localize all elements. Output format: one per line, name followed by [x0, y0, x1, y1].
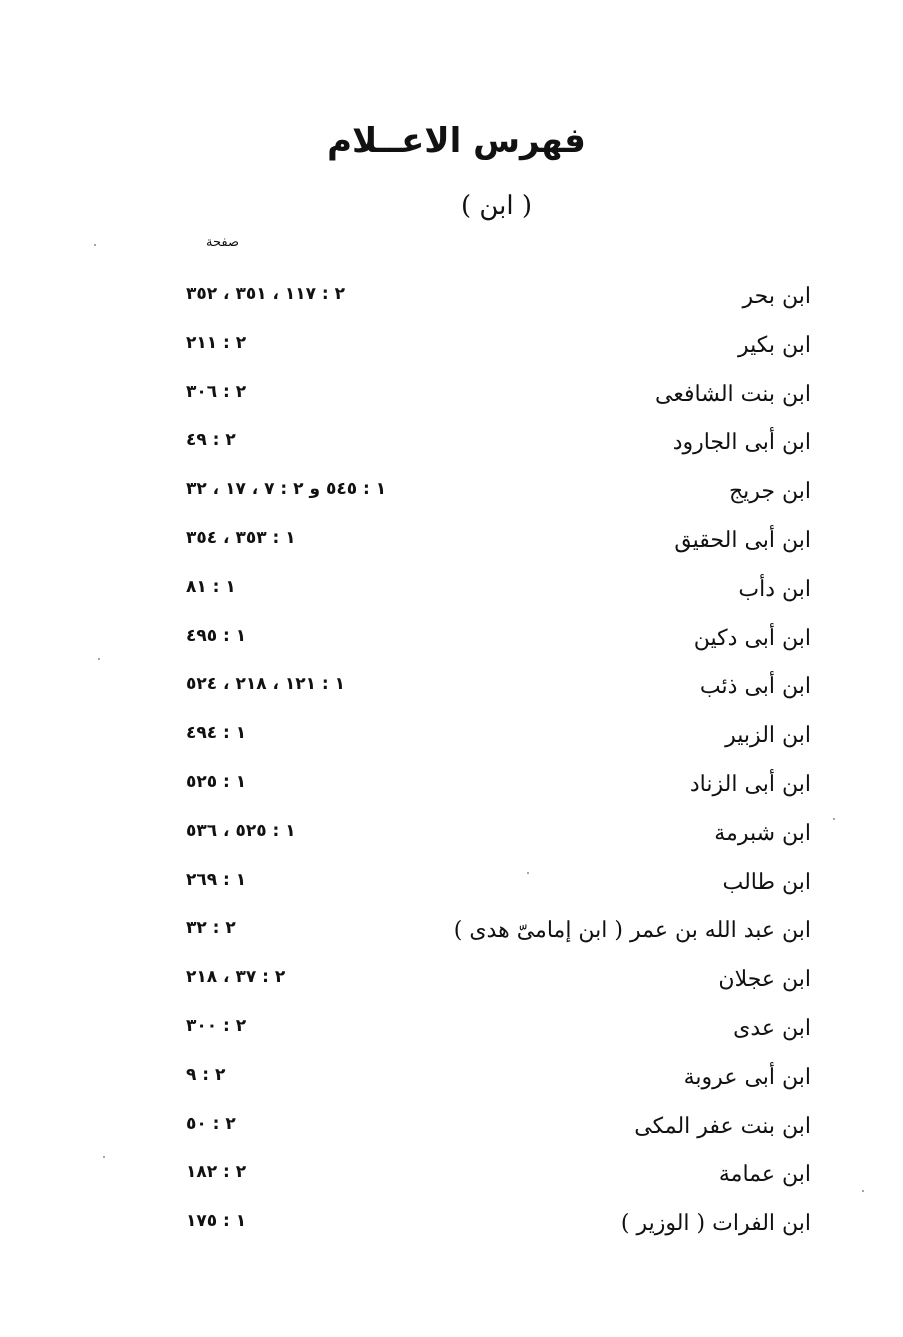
index-entry: [0, 322, 903, 371]
entry-name: ابن دأب: [738, 576, 811, 602]
index-entry: [0, 371, 903, 420]
index-entry: [0, 615, 903, 664]
entry-page-ref: ٢ : ٢١١: [186, 332, 247, 353]
index-entry: [0, 1103, 903, 1152]
entry-page-ref: ١ : ٢٦٩: [186, 869, 247, 890]
entry-name: ابن أبى الجارود: [672, 430, 811, 456]
section-subtitle: ( ابن ): [460, 191, 533, 221]
entry-name: ابن بحر: [742, 284, 811, 309]
entry-name: ابن أبى عروبة: [683, 1064, 811, 1090]
scan-speck: [862, 1190, 864, 1192]
entry-page-ref: ٢ : ٩: [186, 1064, 226, 1085]
index-entry: [0, 1054, 903, 1103]
page-title: فهرس الاعــلام: [327, 121, 586, 161]
entry-name: ابن أبى الحقيق: [674, 527, 811, 553]
index-entries: [0, 273, 903, 1249]
scan-speck: [94, 244, 96, 246]
entry-name: ابن عمامة: [718, 1162, 811, 1188]
entry-name: ابن عبد الله بن عمر ( ابن إمامىّ هدى ): [453, 918, 811, 944]
entry-name: ابن بنت عفر المكى: [634, 1113, 811, 1139]
index-entry: [0, 810, 903, 859]
entry-page-ref: ١ : ١٢١ ، ٢١٨ ، ٥٢٤: [186, 674, 346, 695]
entry-name: ابن عدى: [733, 1015, 811, 1041]
entry-page-ref: ١ : ٥٤٥ و ٢ : ٧ ، ١٧ ، ٣٢: [186, 479, 387, 500]
entry-page-ref: ٢ : ٣٠٦: [186, 381, 247, 402]
index-entry: [0, 273, 903, 322]
entry-page-ref: ١ : ٨١: [186, 576, 236, 597]
entry-name: ابن أبى ذئب: [699, 674, 811, 700]
index-entry: [0, 907, 903, 956]
index-entry: [0, 517, 903, 566]
entry-page-ref: ٢ : ٥٠: [186, 1113, 236, 1134]
entry-page-ref: ٢ : ٤٩: [186, 430, 236, 451]
page-column-label: صفحة: [206, 235, 239, 250]
index-entry: [0, 419, 903, 468]
scan-speck: [98, 658, 100, 660]
entry-name: ابن طالب: [722, 869, 811, 895]
entry-name: ابن أبى الزناد: [689, 771, 811, 797]
entry-page-ref: ٢ : ٣٠٠: [186, 1015, 247, 1036]
entry-name: ابن عجلان: [718, 967, 811, 993]
entry-page-ref: ٢ : ٣٢: [186, 918, 236, 939]
entry-page-ref: ٢ : ٣٧ ، ٢١٨: [186, 967, 286, 988]
entry-name: ابن بنت الشافعى: [655, 381, 811, 407]
index-entry: [0, 1005, 903, 1054]
entry-page-ref: ١ : ٣٥٣ ، ٣٥٤: [186, 527, 296, 548]
entry-page-ref: ١ : ٥٢٥ ، ٥٣٦: [186, 820, 296, 841]
entry-page-ref: ٢ : ١٨٢: [186, 1162, 247, 1183]
index-entry: [0, 712, 903, 761]
entry-name: ابن الفرات ( الوزير ): [620, 1211, 811, 1237]
index-entry: [0, 566, 903, 615]
index-entry: [0, 956, 903, 1005]
scan-speck: [103, 1156, 105, 1158]
index-entry: [0, 1151, 903, 1200]
entry-page-ref: ١ : ٤٩٥: [186, 625, 247, 646]
index-entry: [0, 1200, 903, 1249]
index-entry: [0, 761, 903, 810]
index-entry: [0, 859, 903, 908]
entry-name: ابن الزبير: [725, 723, 811, 749]
entry-name: ابن جريج: [728, 479, 811, 505]
scan-speck: [527, 872, 529, 874]
entry-page-ref: ١ : ١٧٥: [186, 1211, 247, 1232]
entry-name: ابن شبرمة: [714, 820, 811, 846]
entry-page-ref: ١ : ٤٩٤: [186, 723, 247, 744]
scan-speck: [833, 818, 835, 820]
entry-name: ابن أبى دكين: [693, 625, 811, 651]
index-entry: [0, 468, 903, 517]
entry-name: ابن بكير: [737, 332, 811, 358]
entry-page-ref: ١ : ٥٢٥: [186, 771, 247, 792]
index-entry: [0, 663, 903, 712]
entry-page-ref: ٢ : ١١٧ ، ٣٥١ ، ٣٥٢: [186, 284, 346, 304]
